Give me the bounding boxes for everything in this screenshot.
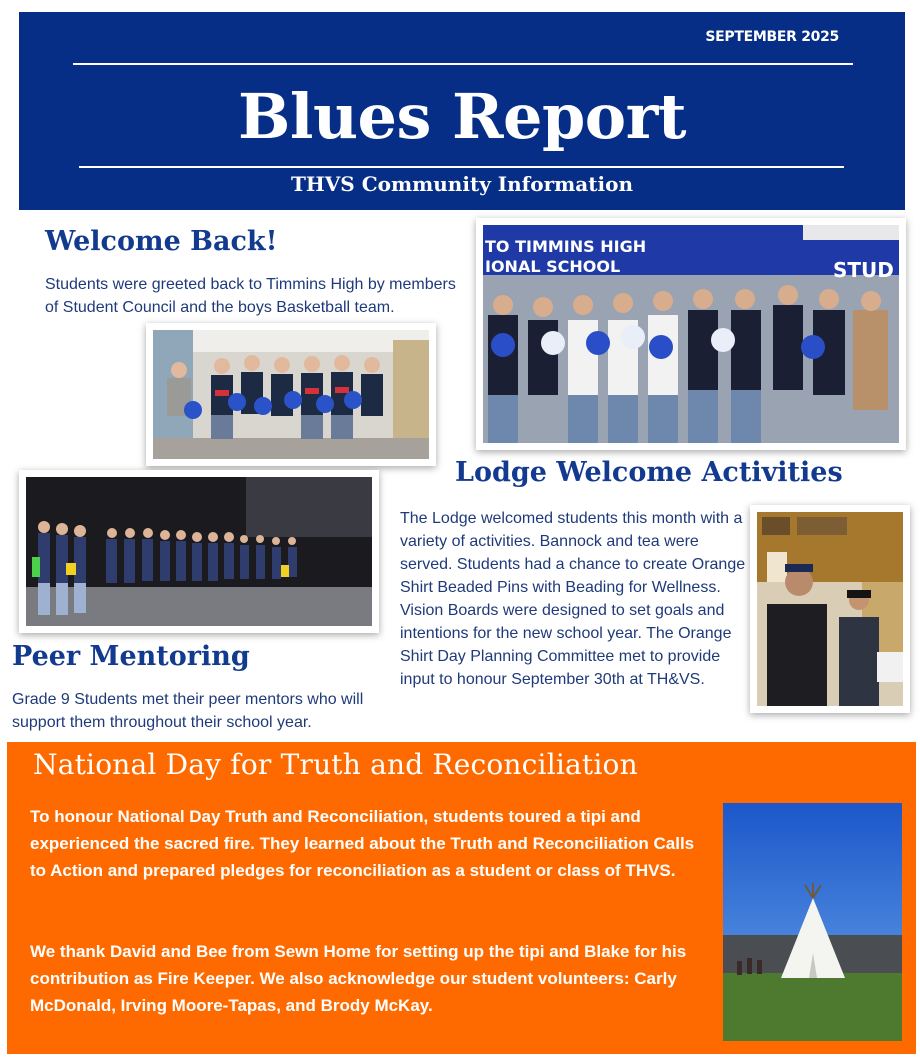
masthead-bottom-rule xyxy=(79,166,844,168)
welcome-heading: Welcome Back! xyxy=(45,226,278,257)
student-council-photo-image xyxy=(483,225,899,443)
peer-heading: Peer Mentoring xyxy=(12,641,250,672)
student-council-photo xyxy=(476,218,906,450)
welcome-photo xyxy=(146,323,436,466)
masthead xyxy=(19,12,905,210)
ndtr-paragraph-1: To honour National Day Truth and Reconciliation, students toured a tipi and experienced the sacred fire. They learned about the Truth and Reconciliation Calls to Action and prepared pledges for reconciliation as a student or class of THVS. xyxy=(30,807,695,880)
banner-text-right: STUD xyxy=(833,258,894,282)
lodge-photo xyxy=(750,505,910,713)
peer-body: Grade 9 Students met their peer mentors who will support them throughout their school year. xyxy=(12,691,364,731)
welcome-photo-image xyxy=(153,330,429,459)
peer-mentoring-photo xyxy=(19,470,379,633)
banner-text-line2: IONAL SCHOOL xyxy=(485,257,621,276)
newsletter-title: Blues Report xyxy=(238,80,686,153)
banner-text-line1: TO TIMMINS HIGH xyxy=(485,237,647,256)
lodge-photo-image xyxy=(757,512,903,706)
masthead-top-rule xyxy=(73,63,853,65)
ndtr-paragraph-2: We thank David and Bee from Sewn Home for setting up the tipi and Blake for his contribution as Fire Keeper. We also acknowledge our student volunteers: Carly McDonald, Irving Moore-Tapas, and Brody McKay. xyxy=(30,942,687,1015)
issue-date: SEPTEMBER 2025 xyxy=(705,29,839,45)
tipi-photo-image xyxy=(723,803,902,1041)
lodge-body: The Lodge welcomed students this month with a variety of activities. Bannock and tea were served. Students had a chance to create Orange Shirt Beaded Pins with Beading for Wellness. Vision Boards were designed to set goals and intentions for the new school year. The Orange Shirt Day Planning Committee met to provide input to honour September 30th at TH&VS. xyxy=(400,510,746,688)
lodge-heading: Lodge Welcome Activities xyxy=(455,457,843,488)
peer-mentoring-photo-image xyxy=(26,477,372,626)
newsletter-subtitle: THVS Community Information xyxy=(290,172,633,196)
ndtr-heading: National Day for Truth and Reconciliation xyxy=(33,748,638,781)
tipi-photo xyxy=(723,803,902,1041)
welcome-body: Students were greeted back to Timmins High by members of Student Council and the boys Basketball team. xyxy=(45,276,456,316)
ndtr-section xyxy=(7,742,916,1054)
